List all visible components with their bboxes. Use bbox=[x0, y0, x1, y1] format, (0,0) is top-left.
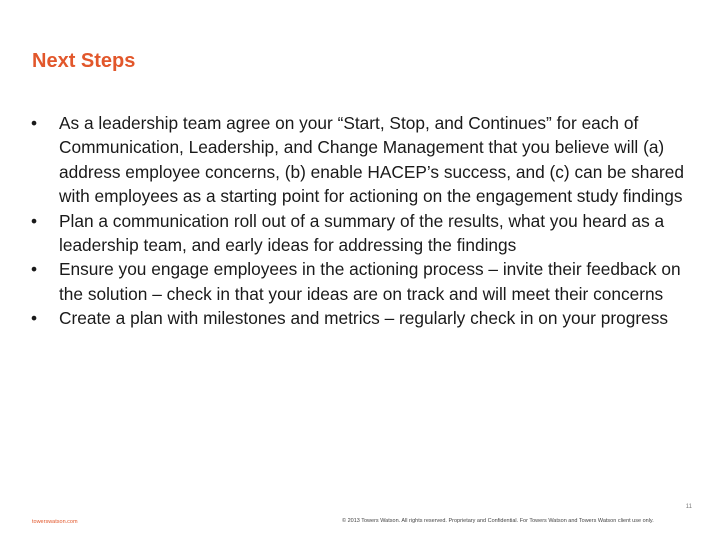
footer-url[interactable]: towerswatson.com bbox=[32, 519, 78, 525]
bullet-item bbox=[30, 209, 690, 258]
bullet-marker: • bbox=[31, 259, 38, 280]
bullet-marker: • bbox=[31, 113, 38, 133]
slide-title: Next Steps bbox=[32, 50, 136, 72]
page-number: 11 bbox=[685, 504, 692, 510]
footer-copyright: © 2013 Towers Watson. All rights reserved. Proprietary and Confidential. For Towers Watson and Towers Watson client use only. bbox=[342, 518, 654, 524]
bullet-item bbox=[30, 111, 690, 209]
bullet-text: As a leadership team agree on your “Start, Stop, and Continues” for each of Communication, Leadership, and Change Management that you believe will (a) address employee concerns, (b) enable HACEP’s success, and (c) can be shared with employees as a starting point for actioning on the engagement study findings bbox=[59, 113, 685, 207]
bullet-marker: • bbox=[31, 210, 38, 231]
bullet-item bbox=[30, 306, 690, 330]
bullet-text: Plan a communication roll out of a summary of the results, what you heard as a leadership team, and early ideas for addressing the findings bbox=[59, 210, 665, 256]
bullet-list bbox=[30, 111, 690, 331]
bullet-text: Create a plan with milestones and metrics – regularly check in on your progress bbox=[59, 308, 668, 329]
bullet-text: Ensure you engage employees in the actioning process – invite their feedback on the solution – check in that your ideas are on track and will meet their concerns bbox=[59, 259, 681, 304]
bullet-item bbox=[30, 257, 690, 306]
bullet-marker: • bbox=[31, 308, 38, 329]
